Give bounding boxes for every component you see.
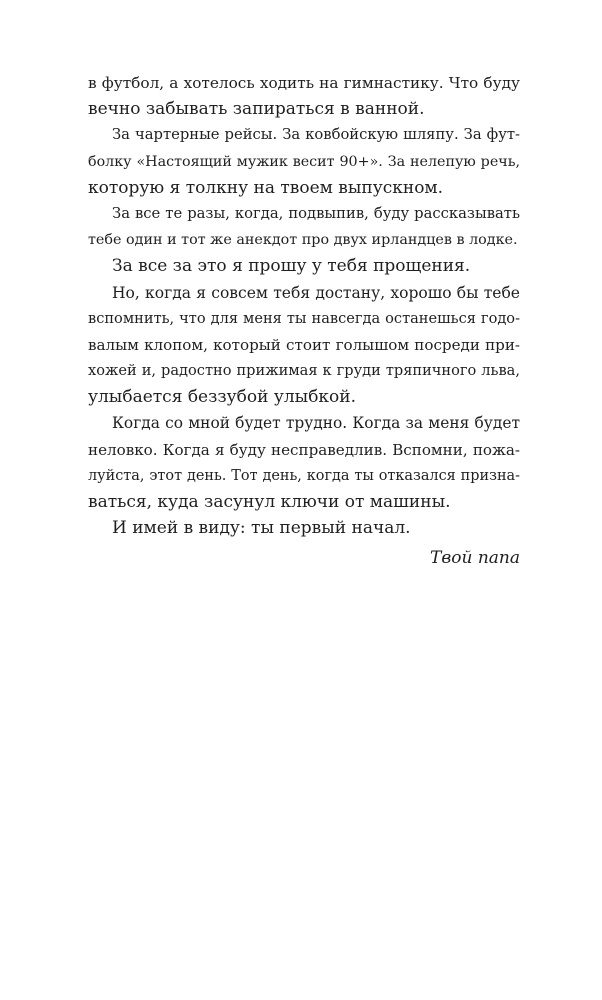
text-line: неловко. Когда я буду несправедлив. Вспомни, пожа- (88, 440, 520, 459)
text-line: улыбается беззубой улыбкой. (88, 387, 357, 408)
text-line: Когда со мной будет трудно. Когда за меня будет (112, 414, 520, 433)
text-line: вспомнить, что для меня ты навсегда останешься годо- (88, 309, 520, 327)
text-line: За чартерные рейсы. За ковбойскую шляпу. За фут- (112, 126, 520, 144)
text-line: За все те разы, когда, подвыпив, буду рассказывать (112, 204, 520, 222)
text-line: Но, когда я совсем тебя достану, хорошо бы тебе (112, 283, 520, 302)
text-line: болку «Настоящий мужик весит 90+». За нелепую речь, (88, 153, 520, 170)
text-line: ваться, куда засунул ключи от машины. (88, 492, 451, 512)
text-line: в футбол, а хотелось ходить на гимнастику. Что буду (88, 74, 520, 92)
text-line: вечно забывать запираться в ванной. (88, 99, 425, 120)
text-line: которую я толкну на твоем выпускном. (88, 177, 444, 198)
text-line: И имей в виду: ты первый начал. (112, 518, 411, 539)
text-line: хожей и, радостно прижимая к груди тряпичного льва, (88, 362, 520, 380)
signature: Твой папа (430, 548, 520, 568)
text-line: За все за это я прошу у тебя прощения. (112, 256, 471, 277)
text-line: валым клопом, который стоит голышом посреди при- (88, 335, 520, 354)
text-line: луйста, этот день. Тот день, когда ты отказался призна- (88, 467, 520, 484)
body-text (88, 70, 520, 541)
text-line: тебе один и тот же анекдот про двух ирландцев в лодке. (88, 232, 518, 249)
